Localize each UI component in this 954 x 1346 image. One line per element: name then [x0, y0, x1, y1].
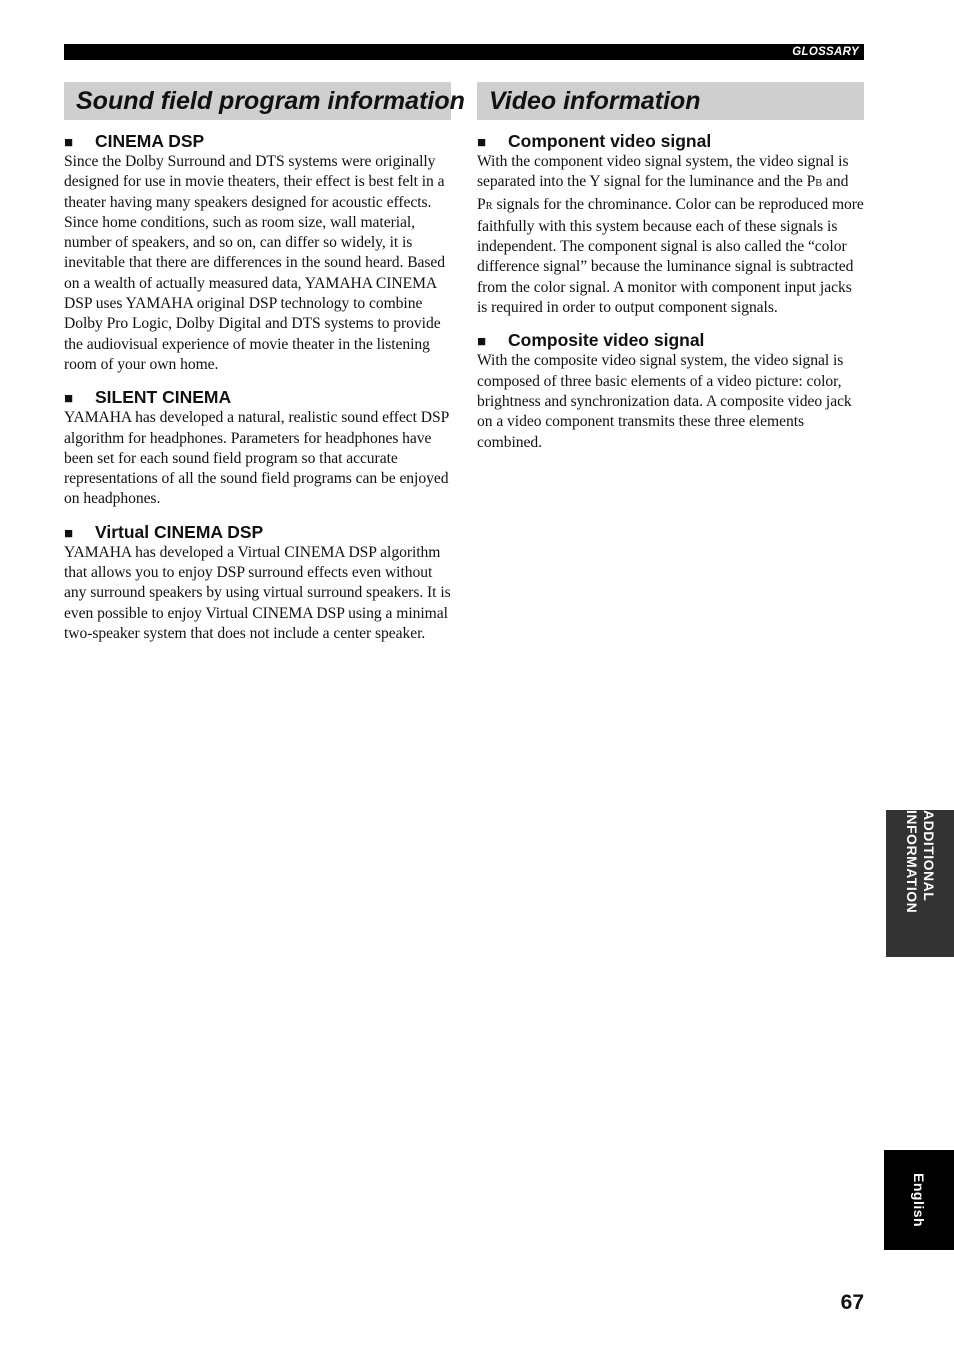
left-column [64, 82, 465, 655]
topic-silent-cinema [64, 386, 451, 509]
body-text: signals for the chrominance. Color can be reproduced more faithfully with this system because each of these signals is independent. The component signal is also called the “color difference signal” because the luminance signal is subtracted from the color signal. A monitor with component input jacks is required in order to output component signals. [477, 195, 864, 317]
glossary-header-bar [64, 44, 864, 60]
topic-heading [64, 386, 451, 408]
topic-heading [64, 130, 451, 152]
topic-body: YAMAHA has developed a Virtual CINEMA DSP algorithm that allows you to enjoy DSP surround effects even without any surround speakers by using virtual surround speakers. It is even possible to enjoy Virtual CINEMA DSP using a minimal two-speaker system that does not include a center speaker. [64, 543, 451, 642]
topic-cinema-dsp [64, 130, 451, 375]
subscript-r: R [485, 200, 493, 212]
body-text: and P [477, 173, 849, 213]
topic-heading-text: CINEMA DSP [95, 131, 205, 151]
square-bullet-icon: ■ [64, 390, 74, 408]
topic-virtual-cinema-dsp [64, 521, 451, 644]
header-label: GLOSSARY [792, 46, 859, 58]
square-bullet-icon: ■ [477, 134, 487, 151]
page-number: 67 [840, 1291, 864, 1314]
topic-heading [477, 130, 864, 152]
side-tab-info-label: ADDITIONAL INFORMATION [904, 810, 937, 914]
topic-heading-text: Composite video signal [508, 330, 705, 351]
topic-heading-text: Virtual CINEMA DSP [95, 521, 264, 542]
right-column [477, 82, 864, 464]
body-text: With the component video signal system, the video signal is separated into the Y signal for the luminance and the P [477, 153, 849, 191]
section-title-sound-field: Sound field program information [64, 82, 451, 120]
topic-body [477, 152, 864, 318]
side-tab-additional-information [886, 810, 954, 957]
topic-body: Since the Dolby Surround and DTS systems were originally designed for use in movie theaters, their effect is best felt in a theater having many speakers designed for acoustic effects. Since home conditions, such as room size, wall material, number of speakers, and so on, can differ so widely, it is inevitable that there are differences in the sound heard. Based on a wealth of actually measured data, YAMAHA CINEMA DSP uses YAMAHA original DSP technology to combine Dolby Pro Logic, Dolby Digital and DTS systems to provide the audiovisual experience of movie theater in the listening room of your own home. [64, 153, 446, 373]
topic-component-video [477, 130, 864, 318]
subscript-b: B [815, 178, 823, 190]
topic-body: YAMAHA has developed a natural, realistic sound effect DSP algorithm for headphones. Parameters for headphones have been set for each sound field program so that accurate representations of all the sound field programs can be enjoyed on headphones. [64, 409, 449, 508]
topic-heading [477, 329, 864, 351]
topic-composite-video [477, 329, 864, 452]
section-title-video: Video information [477, 82, 864, 120]
topic-heading [64, 521, 451, 543]
topic-heading-text: Component video signal [508, 131, 712, 151]
square-bullet-icon: ■ [64, 524, 74, 542]
topic-body: With the composite video signal system, the video signal is composed of three basic elements of a video picture: color, brightness and synchronization data. A composite video jack on a video component transmits these three elements combined. [477, 352, 852, 451]
square-bullet-icon: ■ [477, 333, 487, 351]
topic-heading-text: SILENT CINEMA [95, 387, 232, 408]
side-tab-language-label: English [911, 1172, 927, 1228]
square-bullet-icon: ■ [64, 134, 74, 151]
side-tab-english [884, 1150, 954, 1250]
